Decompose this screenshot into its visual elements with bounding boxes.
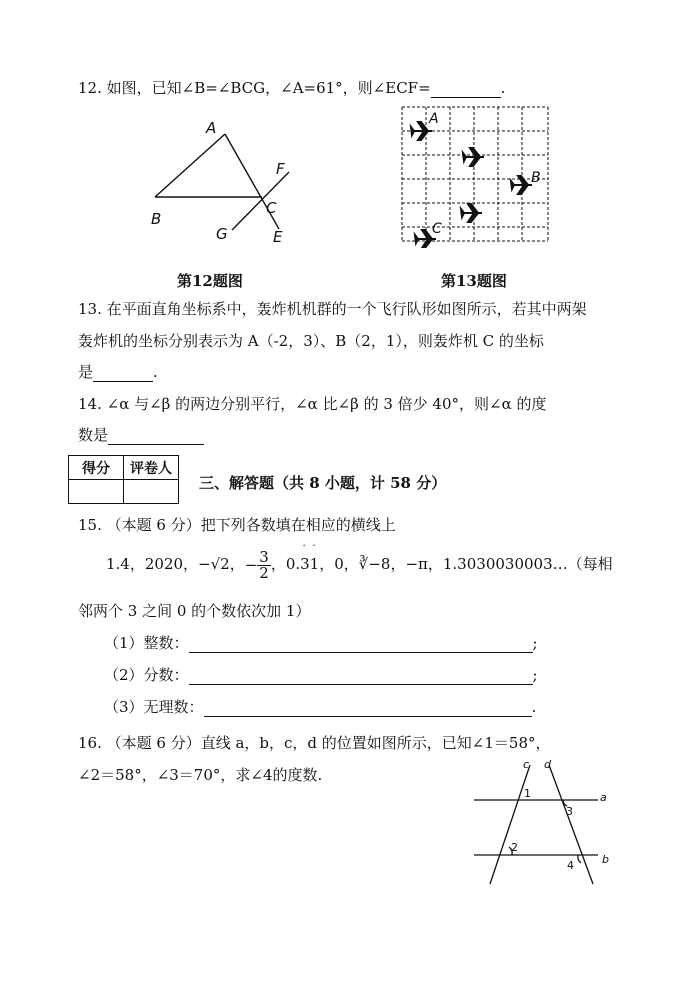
- label-a: A: [206, 119, 217, 137]
- figure-13-grid: [398, 103, 558, 248]
- figure-13-caption: 第13题图: [441, 272, 507, 290]
- question-14-line2: 数是: [78, 424, 204, 445]
- angle-4-label: 4: [567, 859, 574, 872]
- angle-1-label: 1: [524, 787, 531, 800]
- label-b: B: [151, 210, 162, 228]
- figure-16-lines: [468, 755, 618, 890]
- question-number: 12.: [78, 79, 102, 97]
- question-16-line2: ∠2＝58°，∠3＝70°，求∠4的度数.: [78, 766, 323, 784]
- answer-blank[interactable]: [431, 97, 501, 98]
- label-a: a: [600, 791, 607, 804]
- label-e: E: [273, 228, 283, 246]
- question-15-stem: 15. （本题 6 分）把下列各数填在相应的横线上: [78, 516, 396, 534]
- section-title: 三、解答题（共 8 小题，计 58 分）: [199, 474, 447, 492]
- score-table: [68, 455, 179, 504]
- question-13-line2: 轰炸机的坐标分别表示为 A（-2，3）、B（2，1），则轰炸机 C 的坐标: [78, 332, 544, 350]
- fraction: $\frac{3}{2}$: [259, 547, 269, 582]
- answer-blank[interactable]: [93, 381, 153, 382]
- label-f: F: [276, 160, 285, 178]
- angle-2-label: 2: [511, 841, 518, 854]
- answer-blank[interactable]: [189, 652, 533, 653]
- grader-cell[interactable]: [124, 480, 179, 504]
- label-b: B: [531, 170, 541, 186]
- segment-ab: [155, 134, 225, 197]
- grader-header: 评卷人: [124, 456, 179, 480]
- line-c: [490, 765, 530, 884]
- answer-blank[interactable]: [204, 716, 532, 717]
- label-b: b: [602, 853, 609, 866]
- line-gf: [232, 172, 289, 230]
- answer-line-integers: （1）整数： ;: [104, 634, 538, 652]
- angle-4-arc: [578, 855, 581, 863]
- answer-line-fractions: （2）分数： ;: [104, 666, 538, 684]
- answer-blank[interactable]: [108, 444, 204, 445]
- question-12: 12. 如图，已知∠B=∠BCG，∠A=61°，则∠ECF= .: [78, 79, 506, 97]
- question-15-numbers: 1.4，2020，−√2，− $\frac{3}{2}$ ，0. ˙ ˙ 31，0，∛−8，−π，1.3030030003…（每相: [106, 543, 613, 582]
- figure-12-diagram: [145, 112, 305, 247]
- question-13-line1: 13. 在平面直角坐标系中，轰炸机机群的一个飞行队形如图所示，若其中两架: [78, 300, 587, 318]
- question-16-line1: 16. （本题 6 分）直线 a，b，c，d 的位置如图所示，已知∠1＝58°，: [78, 734, 551, 752]
- label-c: C: [432, 221, 442, 237]
- angle-3-label: 3: [566, 805, 573, 818]
- figure-12-caption: 第12题图: [177, 272, 243, 290]
- plane-icon: [461, 204, 482, 222]
- answer-line-irrationals: （3）无理数： .: [104, 698, 537, 716]
- question-15-line2: 邻两个 3 之间 0 的个数依次加 1）: [78, 602, 311, 620]
- label-g: G: [216, 225, 228, 243]
- label-a: A: [429, 111, 439, 127]
- score-cell[interactable]: [69, 480, 124, 504]
- label-d: d: [544, 758, 551, 771]
- question-text: 如图，已知∠B=∠BCG，∠A=61°，则∠ECF=: [106, 79, 431, 97]
- question-14-line1: 14. ∠α 与∠β 的两边分别平行，∠α 比∠β 的 3 倍少 40°，则∠α 的度: [78, 395, 547, 413]
- plane-icon: [463, 148, 484, 166]
- label-c: C: [266, 199, 277, 217]
- score-header: 得分: [69, 456, 124, 480]
- question-13-line3: 是 .: [78, 363, 158, 381]
- label-c: c: [523, 758, 530, 771]
- repeating-decimal: ˙ ˙ 31: [300, 543, 320, 573]
- answer-blank[interactable]: [189, 684, 533, 685]
